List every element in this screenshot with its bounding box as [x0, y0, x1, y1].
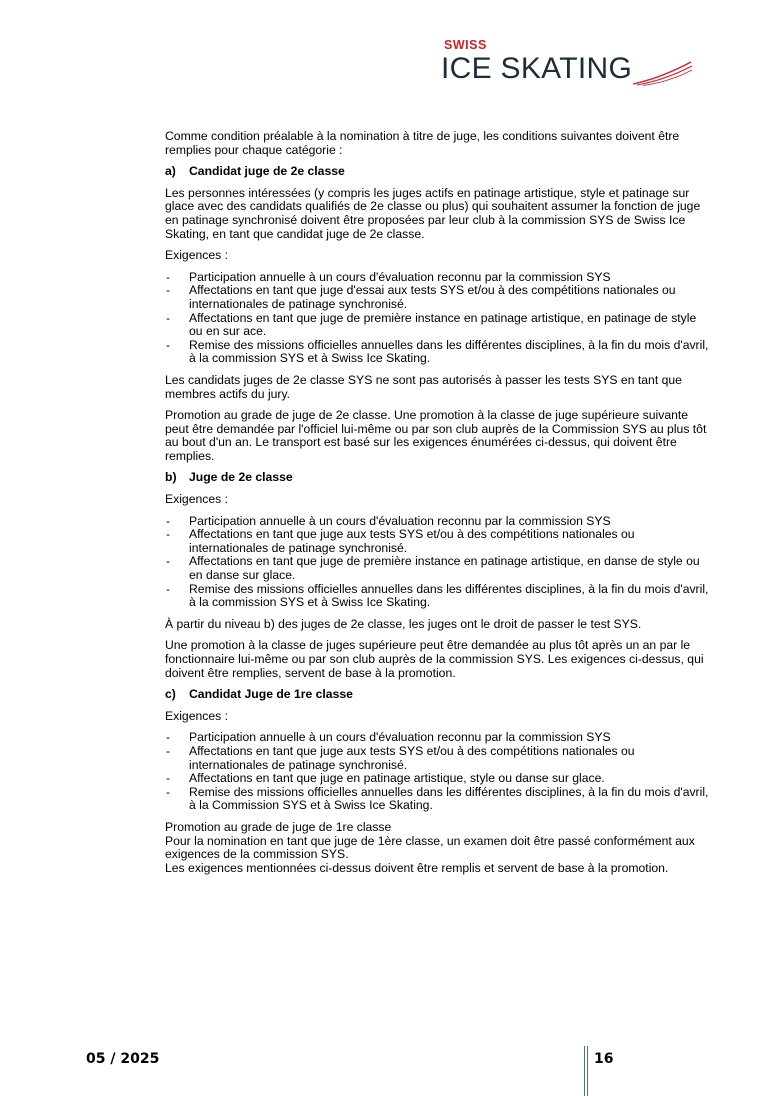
section-c-closing [165, 821, 713, 875]
list-item: - Remise des missions officielles annuelles dans les différentes disciplines, à la fin du mois d'avril, à la commission SYS et à Swiss Ice Skating. [166, 581, 709, 610]
section-c-heading [165, 688, 713, 702]
section-title: Candidat Juge de 1re classe [189, 687, 353, 702]
logo-ice-skating-text: ICE SKATING [441, 52, 633, 85]
list-item: - Affectations en tant que juge en patinage artistique, style ou danse sur glace. [166, 771, 605, 786]
section-a-paragraph: Les personnes intéressées (y compris les juges actifs en patinage artistique, style et patinage sur glace avec des candidats qualifiés de 2e classe ou plus) qui souhaitent assumer la fonction de juge en patinage synchronisé doivent être proposées par leur club à la commission SYS de Swiss Ice Skating, en tant que candidat juge de 2e classe. [165, 185, 701, 241]
list-item: - Participation annuelle à un cours d'évaluation reconnu par la commission SYS [166, 513, 611, 528]
footer-divider [587, 1046, 588, 1096]
list-item: - Remise des missions officielles annuelles dans les différentes disciplines, à la fin du mois d'avril, à la commission SYS et à Swiss Ice Skating. [166, 337, 709, 366]
section-a-heading [165, 165, 713, 179]
section-title: Juge de 2e classe [189, 470, 293, 485]
logo-swoosh-icon [631, 60, 693, 86]
section-b-note: À partir du niveau b) des juges de 2e classe, les juges ont le droit de passer le test SYS. [165, 616, 642, 631]
closing-line: Les exigences mentionnées ci-dessus doivent être remplis et servent de base à la promotion. [165, 860, 669, 875]
closing-line: Promotion au grade de juge de 1re classe [165, 819, 392, 834]
document-body [165, 130, 713, 883]
list-item: - Affectations en tant que juge aux tests SYS et/ou à des compétitions nationales ou internationales de patinage synchronisé. [166, 743, 635, 772]
section-a-note: Les candidats juges de 2e classe SYS ne sont pas autorisés à passer les tests SYS en tant que membres actifs du jury. [165, 372, 682, 401]
requirements-label: Exigences : [165, 492, 229, 507]
list-item: - Participation annuelle à un cours d'évaluation reconnu par la commission SYS [166, 269, 611, 284]
section-letter: c) [165, 687, 176, 702]
list-item: - Participation annuelle à un cours d'évaluation reconnu par la commission SYS [166, 730, 611, 745]
list-item: - Affectations en tant que juge aux tests SYS et/ou à des compétitions nationales ou internationales de patinage synchronisé. [166, 527, 635, 555]
list-item: - Affectations en tant que juge de première instance en patinage artistique, en patinage de style ou en sur ace. [166, 310, 697, 339]
section-b-heading [165, 471, 713, 485]
list-item: - Affectations en tant que juge d'essai aux tests SYS et/ou à des compétitions nationales ou internationales de patinage synchronisé. [166, 283, 676, 311]
logo-swiss-text: SWISS [444, 38, 487, 52]
section-a-promotion: Promotion au grade de juge de 2e classe. Une promotion à la classe de juge supérieure suivante peut être demandée par l'officiel lui-même ou par son club auprès de la Commission SYS au plus tôt au bout d'un an. Le transport est basé sur les exigences énumérées ci-dessus, qui doivent être remplies. [165, 408, 707, 463]
section-letter: a) [165, 164, 176, 179]
requirements-list [165, 515, 713, 610]
section-letter: b) [165, 470, 177, 485]
list-item: - Affectations en tant que juge de première instance en patinage artistique, en danse de style ou en danse sur glace. [166, 554, 700, 583]
page-number: 16 [594, 1051, 614, 1067]
swiss-ice-skating-logo [441, 38, 697, 90]
requirements-label: Exigences : [165, 708, 229, 723]
intro-paragraph: Comme condition préalable à la nomination à titre de juge, les conditions suivantes doivent être remplies pour chaque catégorie : [165, 129, 680, 157]
footer-divider [584, 1046, 585, 1096]
footer-date: 05 / 2025 [86, 1051, 160, 1067]
closing-line: Pour la nomination en tant que juge de 1ère classe, un examen doit être passé conformément aux exigences de la commission SYS. [165, 833, 695, 862]
requirements-list [165, 271, 713, 366]
section-title: Candidat juge de 2e classe [189, 164, 345, 179]
section-b-promotion: Une promotion à la classe de juges supérieure peut être demandée au plus tôt après un an par le fonctionnaire lui-même ou par son club auprès de la commission SYS. Les exigences ci-dessus, qui doivent être remplies, servent de base à la promotion. [165, 638, 704, 680]
list-item: - Remise des missions officielles annuelles dans les différentes disciplines, à la fin du mois d'avril, à la Commission SYS et à Swiss Ice Skating. [166, 784, 709, 813]
requirements-list [165, 731, 713, 813]
requirements-label: Exigences : [165, 248, 229, 263]
